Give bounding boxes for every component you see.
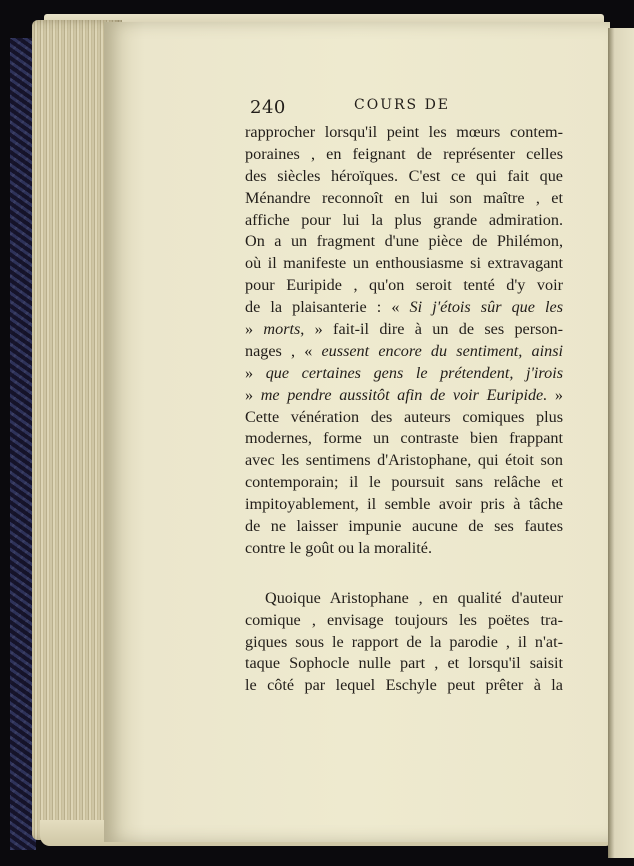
running-head: COURS DE — [354, 97, 451, 113]
text-line: comique , envisage toujours les poëtes tra- — [245, 610, 563, 629]
text-line: pour Euripide , qu'on seroit tenté d'y voir — [245, 276, 563, 295]
text-line: contemporain; il le poursuit sans relâche et — [245, 473, 563, 492]
text-line: On a un fragment d'une pièce de Philémon, — [245, 232, 563, 251]
text-line: des siècles héroïques. C'est ce qui fait que — [245, 166, 563, 185]
page-body — [245, 122, 563, 697]
text-line: affiche pour lui la plus grande admiration. — [245, 210, 563, 229]
paragraph-2 — [245, 588, 563, 697]
quote-line: » me pendre aussitôt afin de voir Euripide. » — [245, 385, 564, 404]
text-line: impitoyablement, il semble avoir pris à tâche — [245, 495, 563, 514]
text-line: de ne laisser impunie aucune de ses fautes — [245, 517, 563, 536]
text-line: taque Sophocle nulle part , et lorsqu'il saisit — [245, 654, 563, 673]
text-line: le côté par lequel Eschyle peut prêter à la — [245, 676, 563, 695]
text-line: contre le goût ou la moralité. — [245, 538, 432, 557]
text-line: Ménandre reconnoît en lui son maître , et — [245, 188, 563, 207]
text-line: rapprocher lorsqu'il peint les mœurs contem- — [245, 123, 563, 141]
facing-page-edge — [608, 28, 634, 858]
page-number: 240 — [250, 97, 286, 118]
paragraph-1 — [245, 122, 563, 560]
text-line: où il manifeste un enthousiasme si extravagant — [245, 254, 563, 273]
page-header — [250, 97, 540, 121]
quote-line: de la plaisanterie : « Si j'étois sûr que les — [245, 298, 563, 317]
quote-line: » morts, » fait-il dire à un de ses person- — [245, 320, 563, 339]
quote-line: nages , « eussent encore du sentiment, ainsi — [245, 341, 564, 360]
text-line: Cette vénération des auteurs comiques plus — [245, 407, 563, 426]
text-line: modernes, forme un contraste bien frappant — [245, 429, 563, 448]
paragraph-gap — [245, 560, 563, 588]
quote-line: » que certaines gens le prétendent, j'irois — [245, 363, 563, 382]
text-line: avec les sentimens d'Aristophane, qui étoit son — [245, 451, 563, 470]
text-line: poraines , en feignant de représenter celles — [245, 144, 563, 163]
text-line: giques sous le rapport de la parodie , il n'at- — [245, 632, 563, 651]
text-line: Quoique Aristophane , en qualité d'auteur — [265, 588, 563, 607]
